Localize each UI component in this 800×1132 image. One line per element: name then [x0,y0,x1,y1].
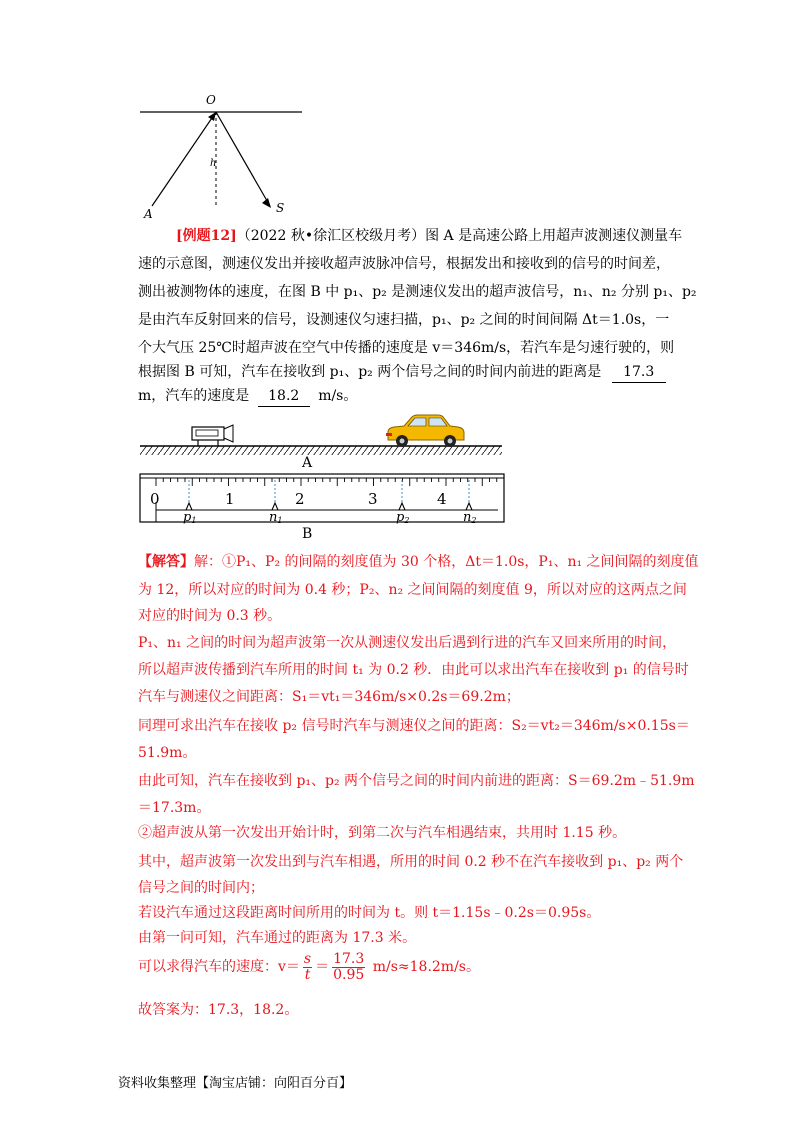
fraction-time: 0.95 [333,966,365,983]
fraction-s-over-t [303,952,312,983]
example-text-1: 图 A 是高速公路上用超声波测速仪测量车 [425,228,683,244]
reflected-ray [216,112,270,206]
solution-line-8: 51.9m。 [138,745,197,761]
incident-arrowhead [208,112,216,121]
solution-line-12: 其中，超声波第一次发出到与汽车相遇，所用的时间 0.2 秒不在汽车接收到 p₁、p₂ 两个 [138,854,684,870]
scale-label-4: 4 [437,490,447,508]
solution-line-2: 为 12，所以对应的时间为 0.4 秒；P₂、n₂ 之间间隔的刻度值 9，所以对应的这两点之间 [138,582,687,598]
example-line-5: 个大气压 25℃时超声波在空气中传播的速度是 v＝346m/s，若汽车是匀速行驶的，则 [138,340,675,356]
solution-line-10: ＝17.3m。 [138,800,211,816]
solution-line-15: 由第一问可知，汽车通过的距离为 17.3 米。 [138,930,417,946]
example-line-6 [138,362,666,383]
scale-label-3: 3 [368,490,378,508]
pulse-label-n1: n1 [269,510,283,525]
label-o: O [206,93,216,107]
figure-b-scale [136,472,508,542]
solution-line-1 [138,552,699,572]
solution-line-6: 汽车与测速仪之间距离：S₁＝vt₁＝346m/s×0.2s＝69.2m； [138,689,520,705]
example-line-4: 是由汽车反射回来的信号，设测速仪匀速扫描，p₁、p₂ 之间的时间间隔 Δt＝1.0s，一 [138,312,670,328]
solution-line-9: 由此可知，汽车在接收到 p₁、p₂ 两个信号之间的时间内前进的距离：S＝69.2m﹣51.9m [138,773,695,789]
speed-gun-icon [192,425,233,446]
incident-ray [152,112,216,206]
pulse-label-p1: p1 [183,510,197,525]
fraction-numeric [332,952,365,983]
car-icon [386,415,464,447]
solution-line-3: 对应的时间为 0.3 秒。 [138,608,282,624]
fraction-s: s [303,950,312,967]
scale-label-0: 0 [150,490,160,508]
reflected-arrowhead [262,198,271,208]
pulse-n1 [272,503,278,510]
example-line-1 [176,226,682,246]
label-s: S [276,201,285,215]
example-text-6: 根据图 B 可知，汽车在接收到 p₁、p₂ 两个信号之间的时间内前进的距离是 [138,364,602,380]
figure-a-caption: A [302,455,313,471]
example-text-7a: m，汽车的速度是 [138,388,250,404]
pulse-label-p2: p2 [396,510,410,525]
pulse-p2 [399,503,405,510]
example-line-7 [138,386,357,407]
label-a: A [144,207,153,220]
scale-label-2: 2 [295,490,305,508]
solution-line-13: 信号之间的时间内； [138,880,264,896]
scale-ticks [156,478,497,486]
pulse-p1 [186,503,192,510]
pulse-label-n2: n2 [463,510,477,525]
example-source: （2022 秋•徐汇区校级月考） [236,228,426,244]
page-footer: 资料收集整理【淘宝店铺：向阳百分百】 [118,1076,353,1091]
scale-label-1: 1 [225,490,235,508]
solution-line-7: 同理可求出汽车在接收 p₂ 信号时汽车与测速仪之间的距离：S₂＝vt₂＝346m/s×0.15s＝ [138,718,690,734]
figure-a-road [136,412,508,472]
example-line-3: 测出被测物体的速度，在图 B 中 p₁、p₂ 是测速仪发出的超声波信号，n₁、n₂ 分别 p₁、p₂ [138,284,697,300]
solution-line-4: P₁、n₁ 之间的时间为超声波第一次从测速仪发出后遇到行进的汽车又回来所用的时间， [138,635,677,651]
formula-equals: ＝ [315,959,330,975]
solution-text-1: 解：①P₁、P₂ 的间隔的刻度值为 30 个格，Δt＝1.0s，P₁、n₁ 之间间隔的刻度值 [194,554,699,570]
solution-line-11: ②超声波从第一次发出开始计时，到第二次与汽车相遇结束，共用时 1.15 秒。 [138,825,627,841]
fraction-t: t [304,966,311,983]
example-tag: [例题12] [176,228,237,244]
figure-b-caption: B [302,526,313,542]
example-line-2: 速的示意图，测速仪发出并接收超声波脉冲信号，根据发出和接收到的信号的时间差， [138,256,670,272]
solution-line-14: 若设汽车通过这段距离时间所用的时间为 t。则 t＝1.15s﹣0.2s＝0.95s。 [138,905,601,921]
solution-line-16 [138,950,480,984]
reflection-diagram [130,88,310,220]
pulse-n2 [466,503,472,510]
fraction-distance: 17.3 [333,950,365,967]
scale-frame [140,474,504,522]
solution-line-5: 所以超声波传播到汽车所用的时间 t₁ 为 0.2 秒．由此可以求出汽车在接收到 p₁ 的信号时 [138,662,689,678]
solution-header: 【解答】 [138,554,194,570]
road-hatching [140,446,502,455]
solution-line-17: 故答案为：17.3，18.2。 [138,1002,299,1018]
answer-blank-speed: 18.2 [258,386,310,407]
speed-formula-result: m/s≈18.2m/s。 [368,959,480,975]
example-text-7b: m/s。 [318,388,358,404]
answer-blank-distance: 17.3 [612,362,666,383]
speed-formula-lead: 可以求得汽车的速度：v＝ [138,959,300,975]
label-h: h [210,158,217,169]
